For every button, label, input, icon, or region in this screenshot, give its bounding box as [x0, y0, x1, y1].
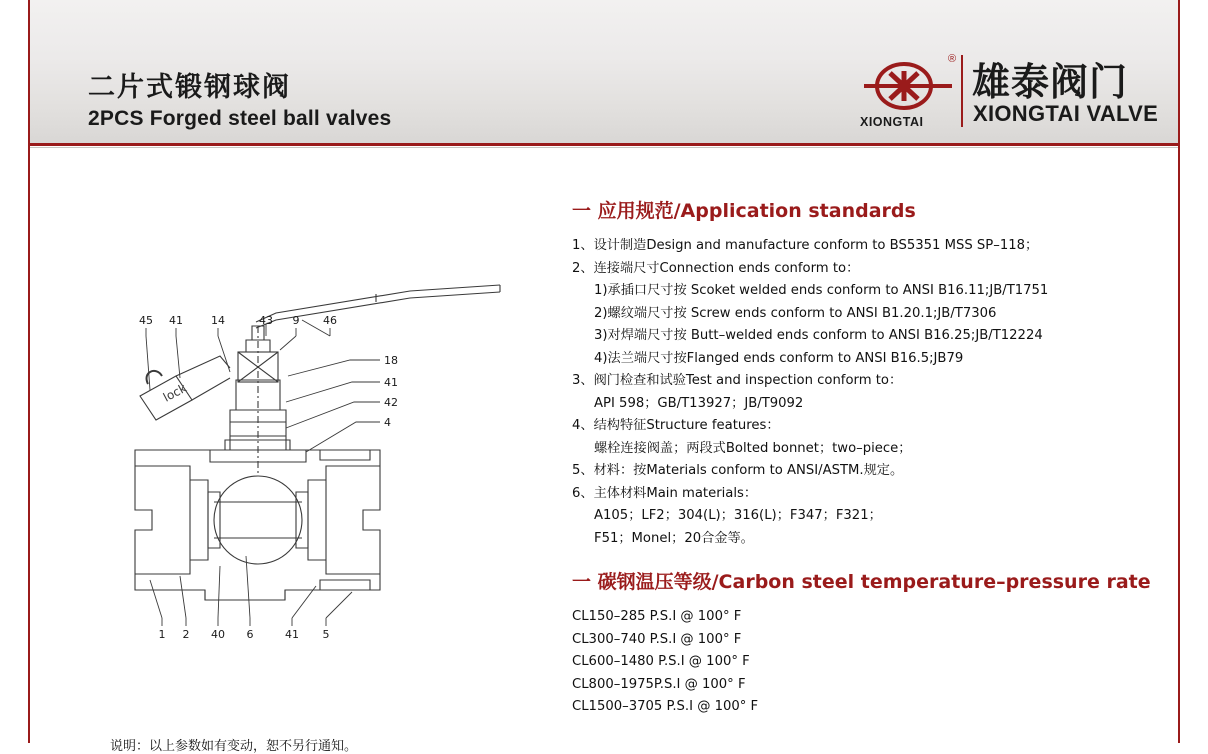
- page-title-cn: 二片式锻钢球阀: [88, 72, 291, 103]
- list-item: 1、设计制造Design and manufacture conform to BS5351 MSS SP–118；: [572, 238, 1039, 253]
- callout-bottom-5: 5: [322, 628, 330, 641]
- callout-top-41: 41: [169, 314, 183, 327]
- list-item: A105；LF2；304(L)；316(L)；F347；F321；: [594, 508, 882, 523]
- header-accent-rule-secondary: [30, 147, 1178, 148]
- application-standards-list: [572, 235, 1112, 550]
- logo-mark-icon: [860, 55, 956, 117]
- registered-trademark-icon: ®: [948, 53, 957, 65]
- callout-bottom-40: 40: [211, 628, 225, 641]
- list-item: CL300–740 P.S.I @ 100° F: [572, 631, 742, 647]
- logo-sub-label: XIONGTAI: [860, 115, 924, 129]
- pressure-rate-list: [572, 606, 1112, 719]
- callout-top-43: 43: [259, 314, 273, 327]
- header-accent-rule: [30, 143, 1178, 146]
- list-item: API 598；GB/T13927；JB/T9092: [594, 395, 804, 411]
- callout-right-41: 41: [384, 376, 398, 389]
- application-standards-section: [572, 196, 1112, 550]
- list-item: F51；Monel；20合金等。: [594, 530, 754, 546]
- list-item: 螺栓连接阀盖；两段式Bolted bonnet；two–piece；: [594, 440, 912, 456]
- list-item: 2、连接端尺寸Connection ends conform to：: [572, 260, 860, 276]
- callout-right-18: 18: [384, 354, 398, 367]
- callout-bottom-1: 1: [158, 628, 166, 641]
- list-item: 5、材料：按Materials conform to ANSI/ASTM.规定。: [572, 463, 904, 478]
- company-logo: [860, 53, 1159, 133]
- callout-bottom-2: 2: [182, 628, 190, 641]
- logo-divider: [961, 55, 963, 127]
- section-heading-pressure-rate: 一 碳钢温压等级/Carbon steel temperature–pressure rate: [572, 571, 1151, 593]
- list-item: 3、阀门检查和试验Test and inspection conform to：: [572, 373, 903, 388]
- title-block: [88, 72, 391, 132]
- drawing-lock-label: lock: [160, 380, 189, 405]
- list-item: 4)法兰端尺寸按Flanged ends conform to ANSI B16.5;JB79: [594, 350, 964, 366]
- valve-drawing-svg: [80, 280, 530, 650]
- logo-brand-cn: 雄泰阀门: [972, 60, 1129, 104]
- logo-brand-en: XIONGTAI VALVE: [973, 101, 1159, 126]
- list-item: 1)承插口尺寸按 Scoket welded ends conform to ANSI B16.11;JB/T1751: [594, 283, 1049, 298]
- callout-bottom-6: 6: [246, 628, 254, 641]
- page-title-en: 2PCS Forged steel ball valves: [88, 107, 392, 130]
- list-item: 6、主体材料Main materials：: [572, 485, 758, 501]
- page-border-right: [1178, 0, 1180, 743]
- callout-right-4: 4: [384, 416, 391, 429]
- temperature-pressure-section: [572, 567, 1151, 719]
- callout-top-9: 9: [292, 314, 300, 327]
- bottom-partial-note: 说明：以上参数如有变动，恕不另行通知。: [110, 739, 358, 754]
- callout-top-14: 14: [211, 314, 225, 327]
- list-item: CL150–285 P.S.I @ 100° F: [572, 609, 742, 624]
- section-heading-application: 一 应用规范/Application standards: [572, 200, 916, 222]
- list-item: CL1500–3705 P.S.I @ 100° F: [572, 699, 759, 714]
- callout-top-45: 45: [139, 314, 153, 327]
- valve-technical-drawing: [80, 280, 530, 650]
- list-item: CL800–1975P.S.I @ 100° F: [572, 676, 746, 692]
- callout-bottom-41: 41: [285, 628, 299, 641]
- list-item: 2)螺纹端尺寸按 Screw ends conform to ANSI B1.20.1;JB/T7306: [594, 305, 997, 321]
- list-item: 4、结构特征Structure features：: [572, 418, 780, 433]
- page-header: [30, 0, 1178, 143]
- callout-top-46: 46: [323, 314, 337, 327]
- list-item: 3)对焊端尺寸按 Butt–welded ends conform to ANSI B16.25;JB/T12224: [594, 328, 1043, 343]
- list-item: CL600–1480 P.S.I @ 100° F: [572, 654, 750, 669]
- callout-right-42: 42: [384, 396, 398, 409]
